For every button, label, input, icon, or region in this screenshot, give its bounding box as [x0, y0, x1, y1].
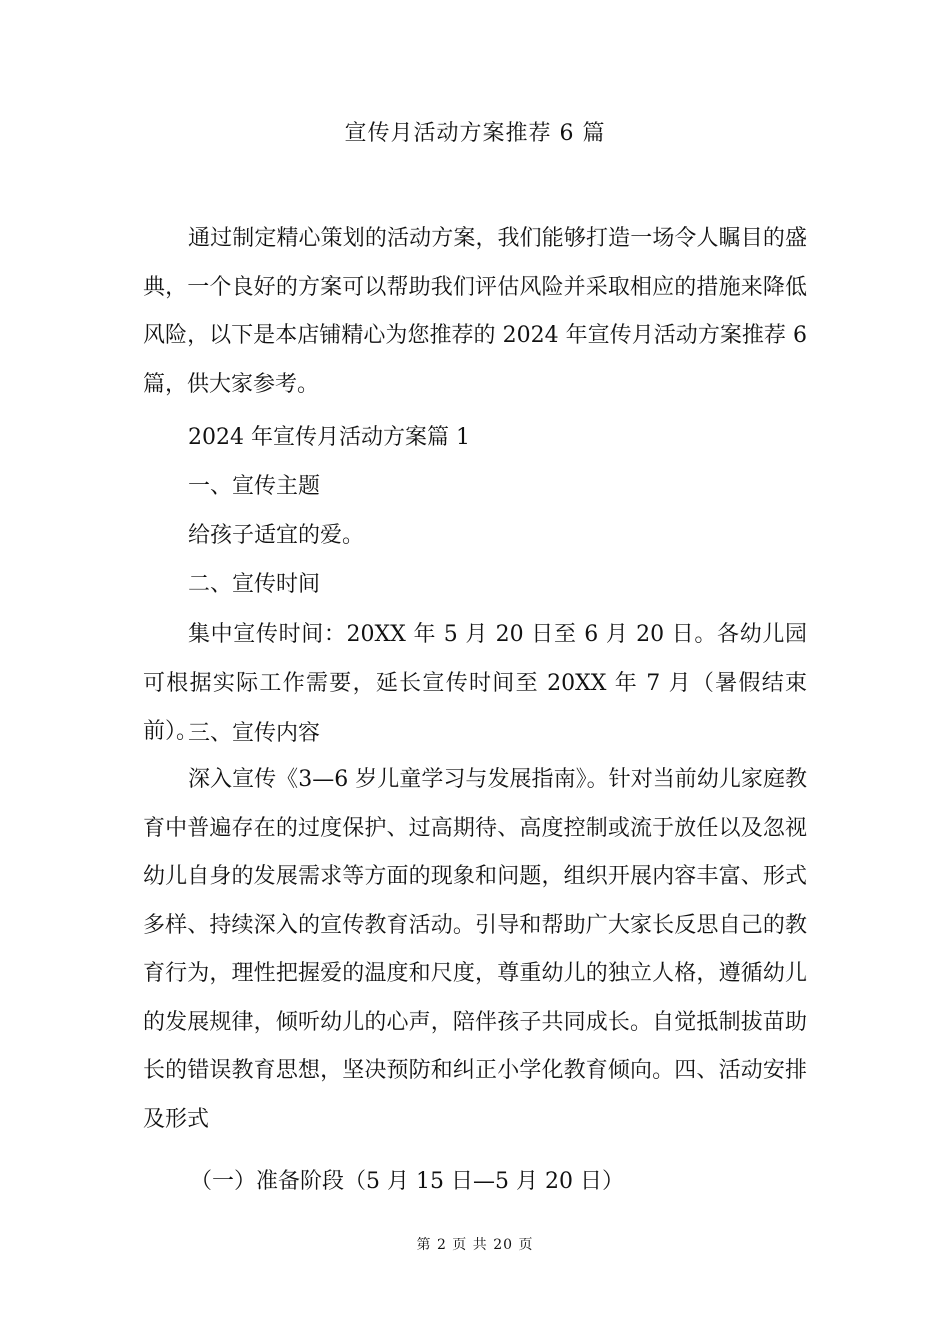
theme-text: 给孩子适宜的爱。 — [188, 523, 365, 548]
content-paragraph: 深入宣传《3—6 岁儿童学习与发展指南》。针对当前幼儿家庭教育中普遍存在的过度保护、过高期待、高度控制或流于放任以及忽视幼儿自身的发展需求等方面的现象和问题，组织开展内容丰富、形式多样、持续深入的宣传教育活动。引导和帮助广大家长反思自己的教育行为，理性把握爱的温度和尺度，尊重幼儿的独立人格，遵循幼儿的发展规律，倾听幼儿的心声，陪伴孩子共同成长。自觉抵制拔苗助长的错误教育思想，坚决预防和纠正小学化教育倾向。四、活动安排及形式 — [143, 767, 807, 1132]
document-title: 宣传月活动方案推荐 6 篇 — [344, 121, 606, 146]
heading-theme: 一、宣传主题 — [188, 474, 321, 499]
heading-time: 二、宣传时间 — [188, 572, 321, 597]
time-paragraph: 集中宣传时间：20XX 年 5 月 20 日至 6 月 20 日。各幼儿园可根据实际工作需要，延长宣传时间至 20XX 年 7 月（暑假结束前）。 — [143, 622, 807, 744]
stage-heading: （一）准备阶段（5 月 15 日—5 月 20 日） — [190, 1169, 624, 1194]
page-footer: 第 2 页 共 20 页 — [416, 1237, 534, 1253]
heading-content: 三、宣传内容 — [188, 721, 321, 746]
intro-paragraph: 通过制定精心策划的活动方案，我们能够打造一场令人瞩目的盛典，一个良好的方案可以帮助我们评估风险并采取相应的措施来降低风险，以下是本店铺精心为您推荐的 2024 年宣传月活动方案推荐 6 篇，供大家参考。 — [143, 226, 807, 397]
section-heading: 2024 年宣传月活动方案篇 1 — [188, 425, 470, 450]
